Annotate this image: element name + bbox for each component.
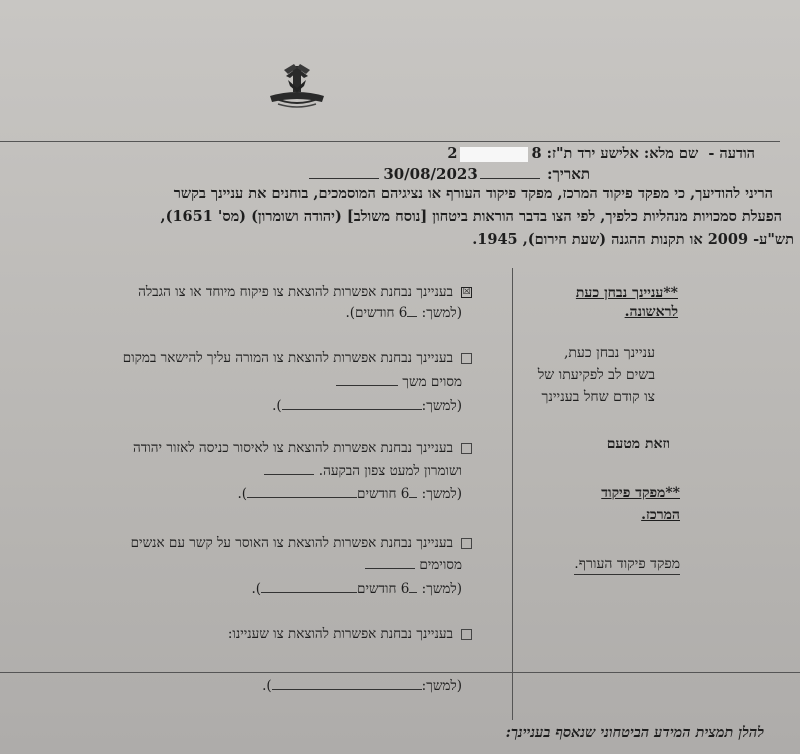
from-label: וזאת מטעם bbox=[606, 436, 670, 452]
intro-line-2: הפעלת סמכויות מנהליות כלפיך, לפי הצו בדבר הוראות ביטחון [נוסח משולב] (יהודה ושומרון) (מס' 1651), bbox=[160, 208, 782, 225]
option-2-line-3: (למשך:). bbox=[272, 398, 462, 414]
home-front-command: מפקד פיקוד העורף. bbox=[574, 556, 680, 575]
checked-now-line-1: **עניינך נבחן כעת bbox=[575, 285, 678, 301]
option-3-line-3: (למשך: 6 חודשים). bbox=[237, 486, 462, 502]
option-5-line-1: בעניינך נבחנת אפשרות להוצאת צו שעניינו: bbox=[228, 626, 472, 642]
notice-label: הודעה - bbox=[708, 145, 755, 162]
option-4-duration: 6 bbox=[400, 581, 410, 597]
option-4-line-2: מסוימים bbox=[365, 557, 462, 573]
option-5-duration-blank[interactable] bbox=[272, 678, 422, 690]
checkbox-icon[interactable] bbox=[461, 353, 472, 364]
header-divider bbox=[0, 141, 780, 142]
option-5-duration-row: (למשך:). bbox=[262, 678, 462, 694]
intro-line-3: תש"ע- 2009 או תקנות ההגנה (שעת חירום), 1945. bbox=[472, 231, 794, 248]
notice-header-row bbox=[447, 145, 755, 163]
idf-emblem-icon bbox=[264, 58, 330, 114]
right-text-line-1: עניינך נבחן כעת, bbox=[563, 345, 655, 361]
date-blank bbox=[480, 166, 540, 179]
option-2-place-blank[interactable] bbox=[336, 374, 398, 386]
security-info-summary-heading: להלן תמצית המידע הביטחוני שנאסף בעניינך: bbox=[505, 724, 764, 741]
option-3-duration: 6 bbox=[400, 486, 410, 502]
checkbox-checked-icon[interactable]: ☒ bbox=[462, 287, 471, 297]
lower-divider bbox=[0, 672, 800, 673]
intro-line-1: הריני להודיעך, כי מפקד פיקוד המרכז, מפקד פיקוד העורף או נציגיהם המוסמכים, בוחנים את עניינך בקשר bbox=[173, 185, 773, 202]
option-1-line-1: ☒בעניינך נבחנת אפשרות להוצאת צו פיקוח מיוחד או צו הגבלה bbox=[138, 284, 471, 300]
option-4-line-3: (למשך: 6 חודשים). bbox=[251, 581, 462, 597]
option-2-line-2: מסוים משך bbox=[336, 374, 462, 390]
option-3-line-2: ושומרון למעט צפון הבקעה. bbox=[264, 463, 462, 479]
id-start: 2 bbox=[447, 145, 458, 162]
center-command-line-1: **מפקד פיקוד bbox=[601, 485, 680, 501]
date-value: 30/08/2023 bbox=[383, 165, 478, 183]
id-end: 8 bbox=[531, 145, 542, 162]
checked-now-line-2: לראשונה. bbox=[624, 304, 678, 320]
option-2-duration-blank[interactable] bbox=[282, 398, 422, 410]
option-1-duration: 6 bbox=[398, 305, 408, 321]
date-label: תאריך: bbox=[547, 165, 590, 183]
id-label: ת"ז: bbox=[546, 145, 573, 162]
full-name-label: שם מלא: bbox=[643, 145, 699, 162]
redacted-id bbox=[460, 147, 528, 162]
column-divider bbox=[512, 268, 513, 720]
option-4-line-1: בעניינך נבחנת אפשרות להוצאת צו האוסר על קשר עם אנשים bbox=[131, 535, 472, 551]
center-command-line-2: המרכז. bbox=[641, 507, 680, 523]
option-3-line-1: בעניינך נבחנת אפשרות להוצאת צו לאיסור כניסה לאזור יהודה bbox=[133, 440, 472, 456]
full-name: אלישע ירד bbox=[577, 145, 639, 162]
checkbox-icon[interactable] bbox=[461, 538, 472, 549]
date-row bbox=[309, 165, 590, 184]
right-text-line-3: צו קודם שחל בעניינך bbox=[541, 389, 655, 405]
checkbox-icon[interactable] bbox=[461, 629, 472, 640]
right-text-line-2: בשים לב לפקיעתו של bbox=[537, 367, 655, 383]
option-2-line-1: בעניינך נבחנת אפשרות להוצאת צו המורה עליך להישאר במקום bbox=[123, 350, 472, 366]
option-1-line-2: (למשך: 6 חודשים). bbox=[345, 305, 462, 321]
date-blank-2 bbox=[309, 166, 379, 179]
checkbox-icon[interactable] bbox=[461, 443, 472, 454]
